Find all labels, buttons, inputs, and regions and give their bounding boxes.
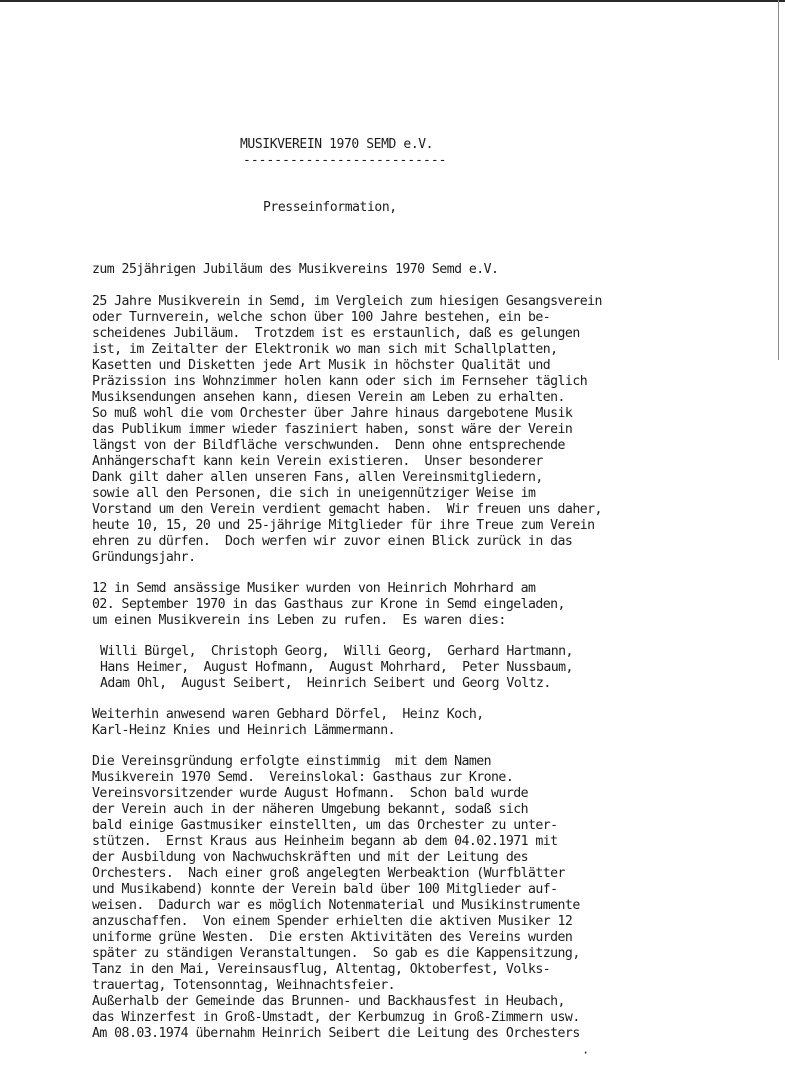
paragraph4-line: stützen. Ernst Kraus aus Heinheim begann ab dem 04.02.1971 mit	[92, 834, 558, 849]
paragraph1-line: scheidenes Jubiläum. Trotzdem ist es erstaunlich, daß es gelungen	[92, 326, 580, 341]
paragraph1-line: Vorstand um den Verein verdient gemacht haben. Wir freuen uns daher,	[92, 502, 602, 517]
paragraph4-line: Die Vereinsgründung erfolgte einstimmig mit dem Namen	[92, 754, 492, 769]
stray-ink-mark: ·	[582, 1046, 590, 1060]
paragraph1-line: Gründungsjahr.	[92, 550, 196, 565]
paragraph1-line: Präzission ins Wohnzimmer holen kann oder sich im Fernseher täglich	[92, 374, 588, 389]
founder-names-line: Hans Heimer, August Hofmann, August Mohrhard, Peter Nussbaum,	[100, 660, 573, 675]
paragraph4-line: Tanz in den Mai, Vereinsausflug, Altentag, Oktoberfest, Volks-	[92, 962, 551, 977]
intro-line: zum 25jährigen Jubiläum des Musikvereins 1970 Semd e.V.	[92, 262, 499, 277]
paragraph4-line: uniforme grüne Westen. Die ersten Aktivitäten des Vereins wurden	[92, 930, 573, 945]
paragraph4-line: Musikverein 1970 Semd. Vereinslokal: Gasthaus zur Krone.	[92, 770, 514, 785]
paragraph1-line: oder Turnverein, welche schon über 100 Jahre bestehen, ein be-	[92, 310, 551, 325]
paragraph2-line: um einen Musikverein ins Leben zu rufen. Es waren dies:	[92, 613, 506, 628]
page-top-edge	[0, 0, 785, 2]
founder-names-line: Adam Ohl, August Seibert, Heinrich Seibert und Georg Voltz.	[100, 676, 551, 691]
page-right-edge	[778, 0, 779, 360]
paragraph1-line: Dank gilt daher allen unseren Fans, allen Vereinsmitgliedern,	[92, 470, 543, 485]
paragraph3-line: Weiterhin anwesend waren Gebhard Dörfel, Heinz Koch,	[92, 707, 484, 722]
paragraph2-line: 12 in Semd ansässige Musiker wurden von Heinrich Mohrhard am	[92, 581, 536, 596]
paragraph1-line: sowie all den Personen, die sich in uneigennütziger Weise im	[92, 486, 536, 501]
paragraph4-line: der Ausbildung von Nachwuchskräften und mit der Leitung des	[92, 850, 528, 865]
paragraph4-line: Am 08.03.1974 übernahm Heinrich Seibert die Leitung des Orchesters	[92, 1026, 580, 1041]
paragraph4-line: der Verein auch in der näheren Umgebung bekannt, sodaß sich	[92, 802, 528, 817]
paragraph4-line: anzuschaffen. Von einem Spender erhielten die aktiven Musiker 12	[92, 914, 573, 929]
paragraph4-line: Orchesters. Nach einer groß angelegten Werbeaktion (Wurfblätter	[92, 866, 565, 881]
paragraph4-line: trauertag, Totensonntag, Weihnachtsfeier.	[92, 978, 395, 993]
paragraph1-line: Musiksendungen ansehen kann, diesen Verein am Leben zu erhalten.	[92, 390, 565, 405]
paragraph4-line: das Winzerfest in Groß-Umstadt, der Kerbumzug in Groß-Zimmern usw.	[92, 1010, 580, 1025]
paragraph1-line: heute 10, 15, 20 und 25-jährige Mitglieder für ihre Treue zum Verein	[92, 518, 595, 533]
paragraph1-line: 25 Jahre Musikverein in Semd, im Vergleich zum hiesigen Gesangsverein	[92, 294, 602, 309]
paragraph4-line: Außerhalb der Gemeinde das Brunnen- und Backhausfest in Heubach,	[92, 994, 565, 1009]
document-title: MUSIKVEREIN 1970 SEMD e.V.	[240, 137, 434, 152]
paragraph1-line: ist, im Zeitalter der Elektronik wo man sich mit Schallplatten,	[92, 342, 558, 357]
paragraph1-line: das Publikum immer wieder fasziniert haben, sonst wäre der Verein	[92, 422, 573, 437]
paragraph4-line: weisen. Dadurch war es möglich Notenmaterial und Musikinstrumente	[92, 898, 580, 913]
title-underline: --------------------------	[243, 153, 447, 168]
paragraph4-line: bald einige Gastmusiker einstellten, um das Orchester zu unter-	[92, 818, 558, 833]
paragraph4-line: später zu ständigen Veranstaltungen. So gab es die Kappensitzung,	[92, 946, 580, 961]
paragraph1-line: Kasetten und Disketten jede Art Musik in höchster Qualität und	[92, 358, 551, 373]
document-subtitle: Presseinformation,	[263, 200, 397, 215]
paragraph1-line: Anhängerschaft kann kein Verein existieren. Unser besonderer	[92, 454, 543, 469]
founder-names-line: Willi Bürgel, Christoph Georg, Willi Georg, Gerhard Hartmann,	[100, 644, 573, 659]
paragraph1-line: So muß wohl die vom Orchester über Jahre hinaus dargebotene Musik	[92, 406, 573, 421]
paragraph4-line: und Musikabend) konnte der Verein bald über 100 Mitglieder auf-	[92, 882, 558, 897]
paragraph1-line: ehren zu dürfen. Doch werfen wir zuvor einen Blick zurück in das	[92, 534, 573, 549]
paragraph2-line: 02. September 1970 in das Gasthaus zur Krone in Semd eingeladen,	[92, 597, 565, 612]
paragraph4-line: Vereinsvorsitzender wurde August Hofmann. Schon bald wurde	[92, 786, 528, 801]
paragraph1-line: längst von der Bildfläche verschwunden. Denn ohne entsprechende	[92, 438, 565, 453]
paragraph3-line: Karl-Heinz Knies und Heinrich Lämmermann.	[92, 723, 395, 738]
